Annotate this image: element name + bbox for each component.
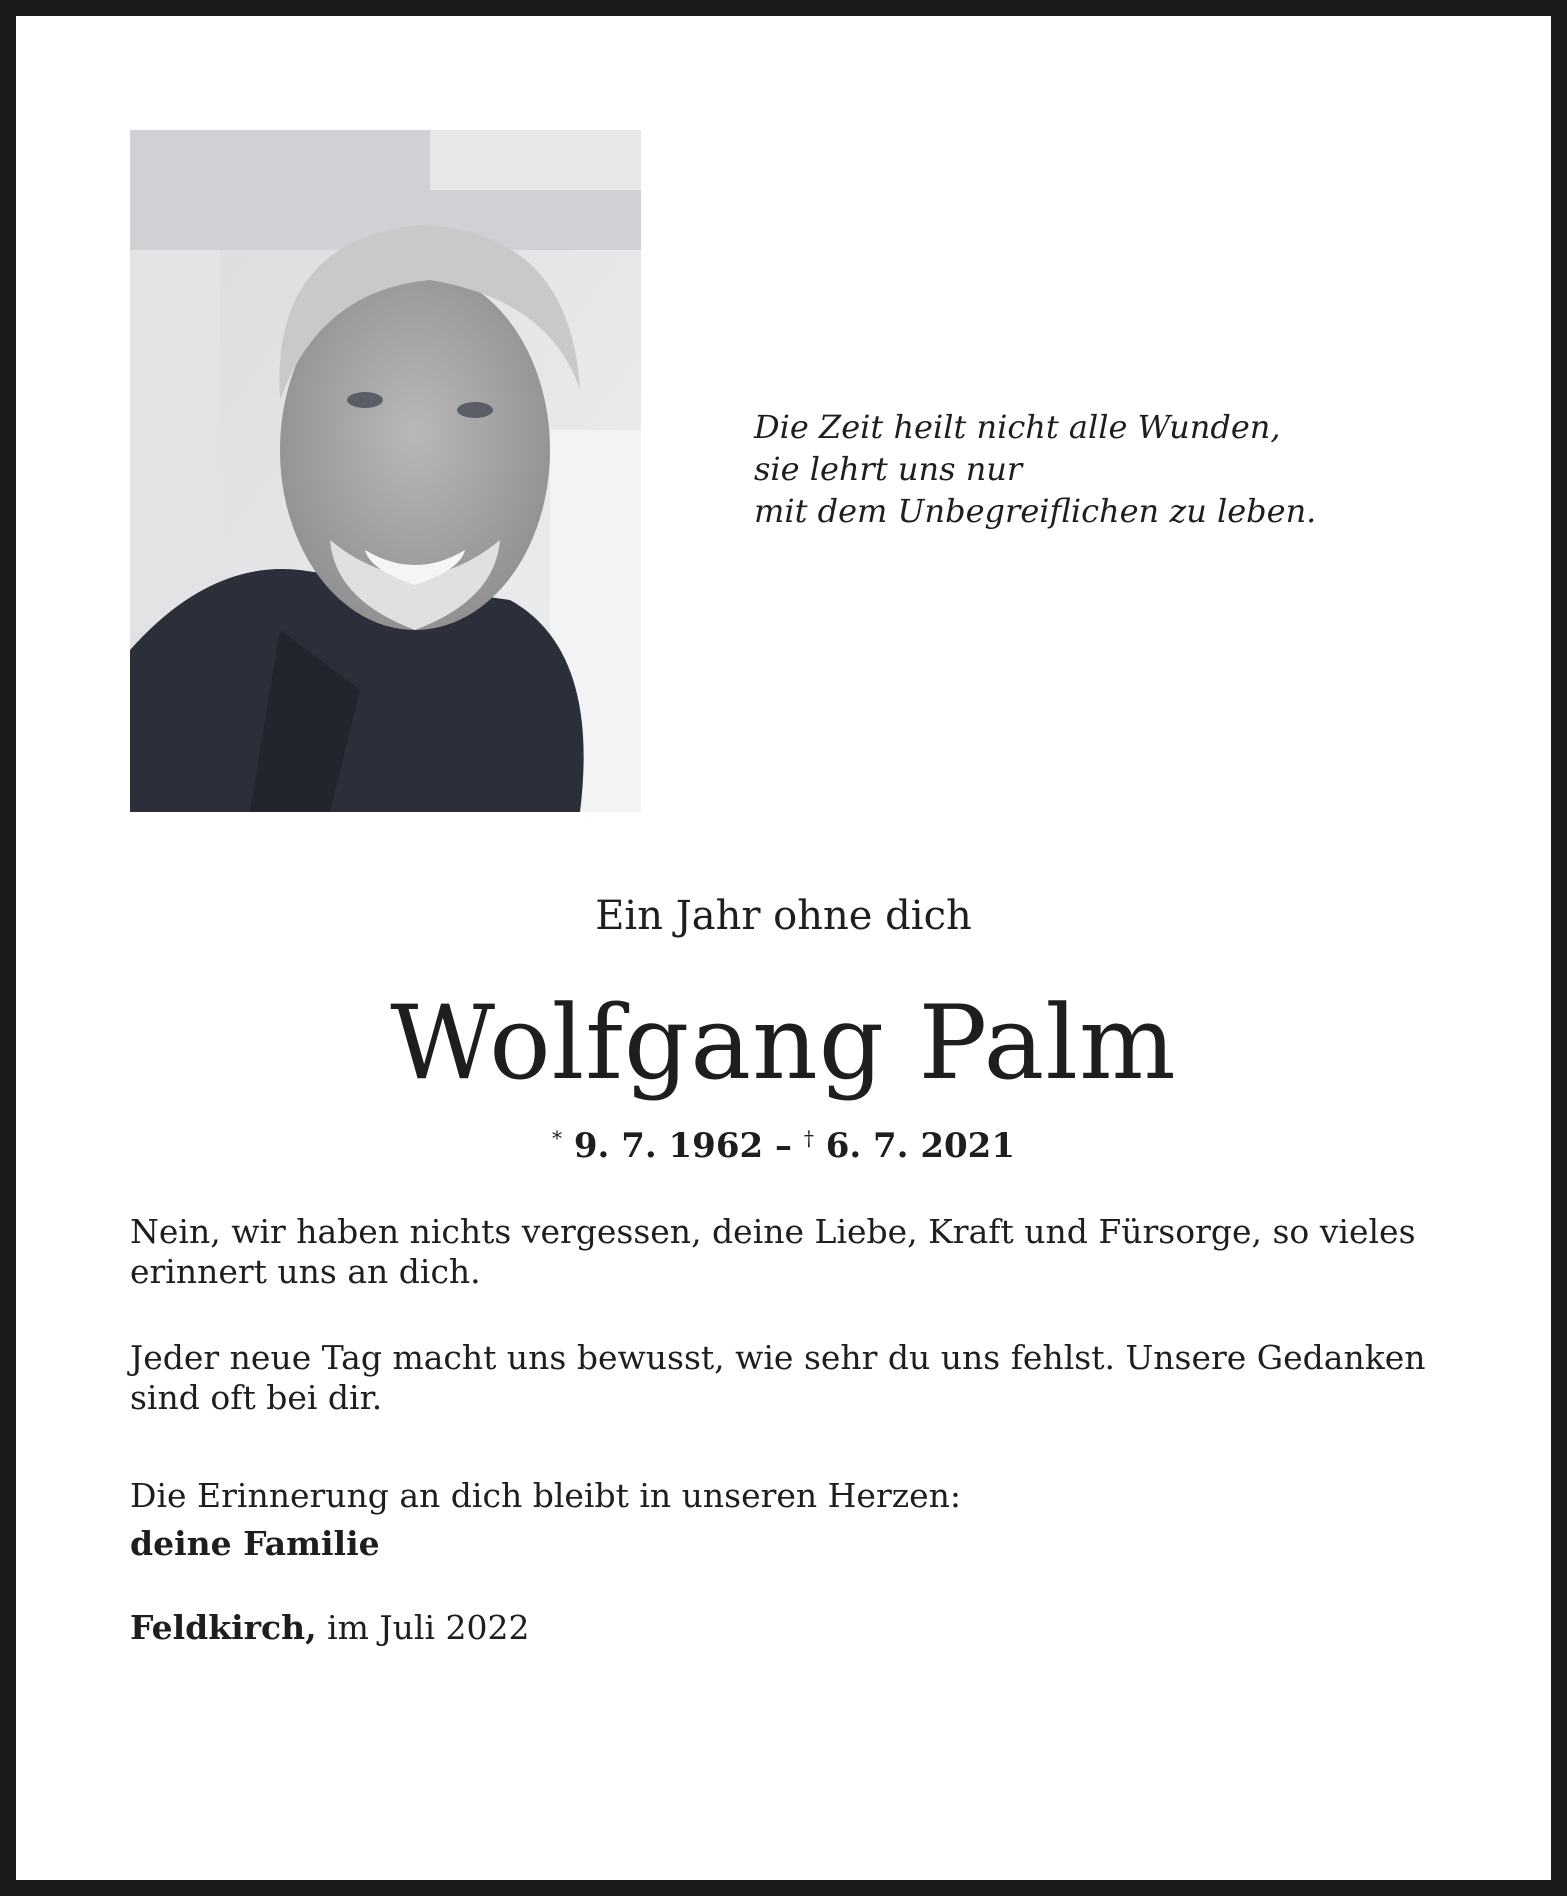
memorial-paragraph: Jeder neue Tag macht uns bewusst, wie sehr du uns fehlst. Unsere Gedanken sind oft bei dir. [130,1338,1426,1417]
memorial-quote [754,406,1316,532]
place-city: Feldkirch, [130,1608,317,1647]
quote-line: sie lehrt uns nur [754,450,1023,488]
memorial-paragraph: Nein, wir haben nichts vergessen, deine Liebe, Kraft und Fürsorge, so vieles erinnert uns an dich. [130,1212,1416,1291]
obituary-page [16,16,1551,1880]
deceased-name: Wolfgang Palm [390,984,1177,1103]
death-symbol: † [803,1126,814,1150]
place-date: im Juli 2022 [316,1608,530,1647]
death-date: 6. 7. 2021 [825,1126,1015,1166]
life-dates [16,1114,1551,1170]
quote-line: Die Zeit heilt nicht alle Wunden, [754,408,1281,446]
portrait-photo [130,130,641,812]
family-signature: deine Familie [130,1524,380,1563]
date-separator: – [763,1126,804,1166]
birth-symbol: * [552,1126,563,1150]
birth-date: 9. 7. 1962 [573,1126,764,1166]
place-and-date [130,1608,1460,1648]
quote-line: mit dem Unbegreiflichen zu leben. [754,492,1317,530]
memorial-paragraph: Die Erinnerung an dich bleibt in unseren Herzen: [130,1476,962,1515]
anniversary-heading: Ein Jahr ohne dich [595,893,972,939]
